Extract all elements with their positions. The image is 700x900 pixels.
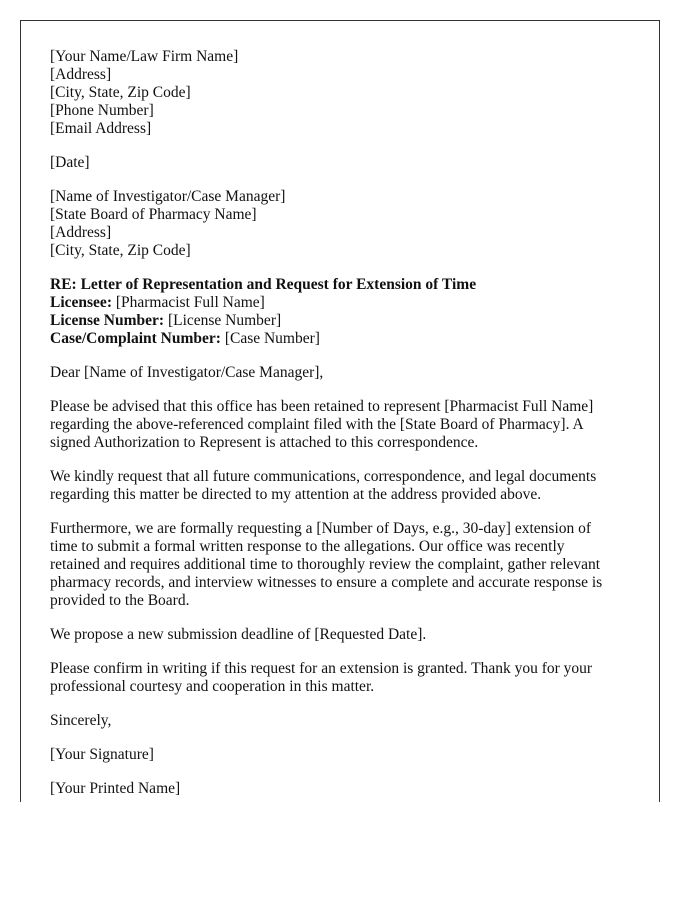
paragraph-communications — [50, 468, 630, 504]
sender-name: [Your Name/Law Firm Name] — [50, 48, 239, 65]
text-line: pharmacy records, and interview witnesses to ensure a complete and accurate response is — [50, 574, 603, 591]
case-number-label: Case/Complaint Number: — [50, 330, 221, 347]
license-number-label: License Number: — [50, 312, 165, 329]
recipient-org: [State Board of Pharmacy Name] — [50, 206, 257, 223]
recipient-block — [50, 188, 630, 260]
sender-city: [City, State, Zip Code] — [50, 84, 191, 101]
printed-name: [Your Printed Name] — [50, 780, 181, 797]
sender-block — [50, 48, 630, 138]
text-line: provided to the Board. — [50, 592, 190, 609]
text-line: Furthermore, we are formally requesting a [Number of Days, e.g., 30-day] extension of — [50, 520, 592, 537]
text-line: signed Authorization to Represent is attached to this correspondence. — [50, 434, 479, 451]
re-block — [50, 276, 630, 348]
text-line: Please be advised that this office has been retained to represent [Pharmacist Full Name] — [50, 398, 594, 415]
text-line: regarding this matter be directed to my attention at the address provided above. — [50, 486, 542, 503]
recipient-city: [City, State, Zip Code] — [50, 242, 191, 259]
license-number-value: [License Number] — [164, 312, 282, 329]
text-line: time to submit a formal written response to the allegations. Our office was recently — [50, 538, 565, 555]
licensee-label: Licensee: — [50, 294, 112, 311]
text-line: retained and requires additional time to thoroughly review the complaint, gather relevant — [50, 556, 601, 573]
signature: [Your Signature] — [50, 746, 154, 763]
licensee-value: [Pharmacist Full Name] — [111, 294, 265, 311]
paragraph-confirm — [50, 660, 630, 696]
text-line: We kindly request that all future communications, correspondence, and legal documents — [50, 468, 597, 485]
sender-email: [Email Address] — [50, 120, 152, 137]
text-line: regarding the above-referenced complaint filed with the [State Board of Pharmacy]. A — [50, 416, 584, 433]
paragraph-representation — [50, 398, 630, 452]
paragraph-extension — [50, 520, 630, 610]
recipient-address: [Address] — [50, 224, 112, 241]
sender-phone: [Phone Number] — [50, 102, 154, 119]
salutation: Dear [Name of Investigator/Case Manager], — [50, 364, 324, 381]
sender-address: [Address] — [50, 66, 112, 83]
recipient-name: [Name of Investigator/Case Manager] — [50, 188, 286, 205]
letter-page — [20, 20, 660, 802]
date: [Date] — [50, 154, 90, 171]
paragraph-deadline — [50, 626, 630, 644]
case-number-value: [Case Number] — [220, 330, 320, 347]
text-line: professional courtesy and cooperation in this matter. — [50, 678, 375, 695]
closing: Sincerely, — [50, 712, 112, 729]
text-line: We propose a new submission deadline of [Requested Date]. — [50, 626, 427, 643]
re-subject: RE: Letter of Representation and Request for Extension of Time — [50, 276, 477, 293]
text-line: Please confirm in writing if this request for an extension is granted. Thank you for your — [50, 660, 593, 677]
